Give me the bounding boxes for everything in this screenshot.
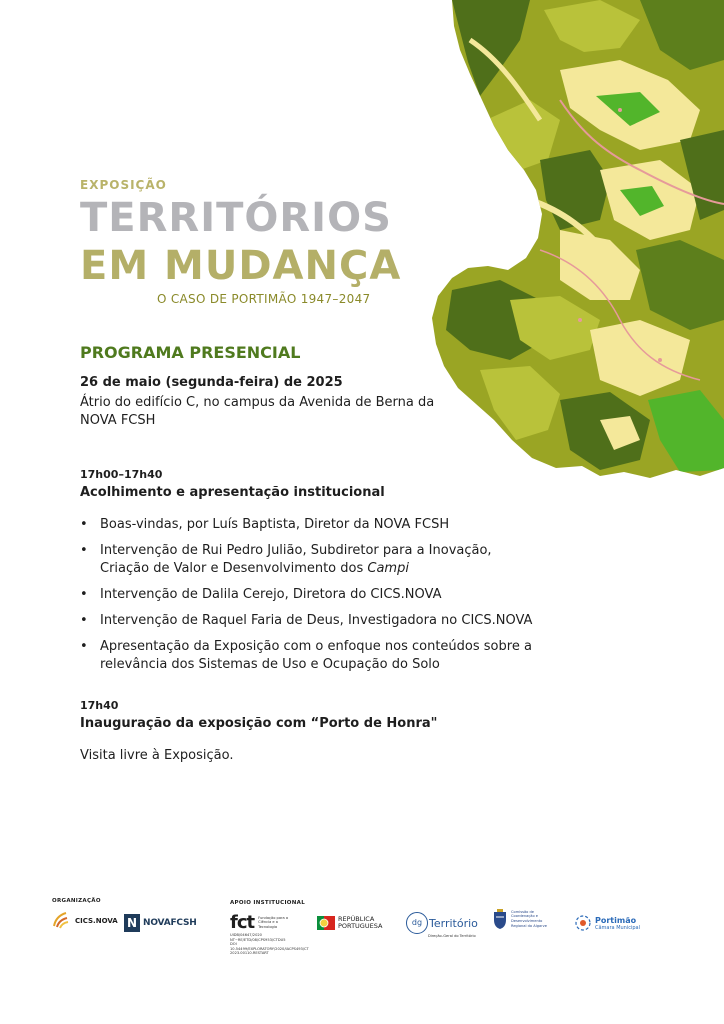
session1-agenda-list	[80, 516, 540, 682]
exhibition-subtitle: O CASO DE PORTIMÃO 1947–2047	[157, 292, 371, 306]
ccdr-text: Comissão de Coordenação e Desenvolvimento Regional do Algarve	[511, 909, 548, 928]
exhibition-title-line2: EM MUDANÇA	[80, 243, 402, 289]
event-date: 26 de maio (segunda-feira) de 2025	[80, 375, 343, 390]
fct-ref: UIDB/04647/2020	[230, 933, 262, 937]
exhibition-title-line1: TERRITÓRIOS	[80, 195, 392, 241]
agenda-item	[80, 638, 540, 674]
portugal-flag-icon	[317, 914, 335, 932]
organization-label: ORGANIZAÇÃO	[52, 898, 101, 904]
session2-title: Inauguração da exposição com “Porto de Honra"	[80, 716, 438, 731]
agenda-item-italic: Campi	[367, 561, 409, 576]
fct-ref: 2023.00110.RESTART	[230, 951, 269, 956]
agenda-item-text: Intervenção de Raquel Faria de Deus, Investigadora no CICS.NOVA	[100, 613, 533, 628]
agenda-item-text: Intervenção de Dalila Cerejo, Diretora do CICS.NOVA	[100, 587, 442, 602]
cics-nova-mark-icon	[52, 910, 72, 932]
portimao-text: Portimão	[595, 915, 637, 925]
agenda-item-text: Intervenção de Rui Pedro Julião, Subdiretor para a Inovação, Criação de Valor e Desenvolvimento dos	[100, 543, 492, 576]
nova-fcsh-logo	[124, 914, 197, 932]
program-heading: PROGRAMA PRESENCIAL	[80, 343, 301, 362]
nova-n-mark-icon: N	[124, 914, 140, 932]
event-venue: Átrio do edifício C, no campus da Avenida de Berna da NOVA FCSH	[80, 395, 435, 428]
republica-line1: REPÚBLICA	[338, 914, 375, 923]
coat-of-arms-icon	[492, 908, 508, 930]
agenda-item	[80, 586, 540, 604]
agenda-item-text: Boas-vindas, por Luís Baptista, Diretor da NOVA FCSH	[100, 517, 450, 532]
fct-logo	[230, 912, 310, 956]
visit-note: Visita livre à Exposição.	[80, 748, 234, 763]
dgt-circle-mark-icon: dg	[406, 912, 428, 934]
session1-title: Acolhimento e apresentação institucional	[80, 485, 385, 500]
dgt-text: Território	[429, 916, 478, 930]
dgt-tagline: Direção-Geral do Território	[428, 934, 476, 938]
cics-nova-logo	[52, 910, 118, 932]
portimao-mark-icon	[574, 914, 592, 932]
fct-ref: NT~RE/ETD/08/CPS953/CTDU5	[230, 937, 286, 942]
fct-text: fct	[230, 912, 255, 933]
agenda-item	[80, 542, 540, 578]
agenda-item	[80, 516, 540, 534]
nova-fcsh-text: NOVAFCSH	[143, 918, 197, 928]
fct-ref: DOI 10.54499/EXPLORATORY/2020/IACPS493/CT	[230, 942, 309, 951]
session1-time: 17h00–17h40	[80, 468, 163, 481]
fct-tagline: Fundação para a Ciência e a Tecnologia	[258, 915, 289, 929]
exhibition-kicker: EXPOSIÇÃO	[80, 178, 167, 192]
republica-portuguesa-logo	[317, 914, 382, 932]
agenda-item-text: Apresentação da Exposição com o enfoque nos conteúdos sobre a relevância dos Sistemas de Uso e Ocupação do Solo	[100, 639, 532, 672]
republica-line2: PORTUGUESA	[338, 922, 383, 930]
ccdr-algarve-logo	[492, 908, 551, 930]
portimao-logo	[574, 914, 640, 932]
agenda-item	[80, 612, 540, 630]
cics-nova-text: CICS.NOVA	[75, 917, 118, 925]
session2-time: 17h40	[80, 699, 119, 712]
dgt-logo	[406, 912, 478, 939]
support-label: APOIO INSTITUCIONAL	[230, 900, 306, 906]
portimao-tagline: Câmara Municipal	[595, 924, 641, 931]
